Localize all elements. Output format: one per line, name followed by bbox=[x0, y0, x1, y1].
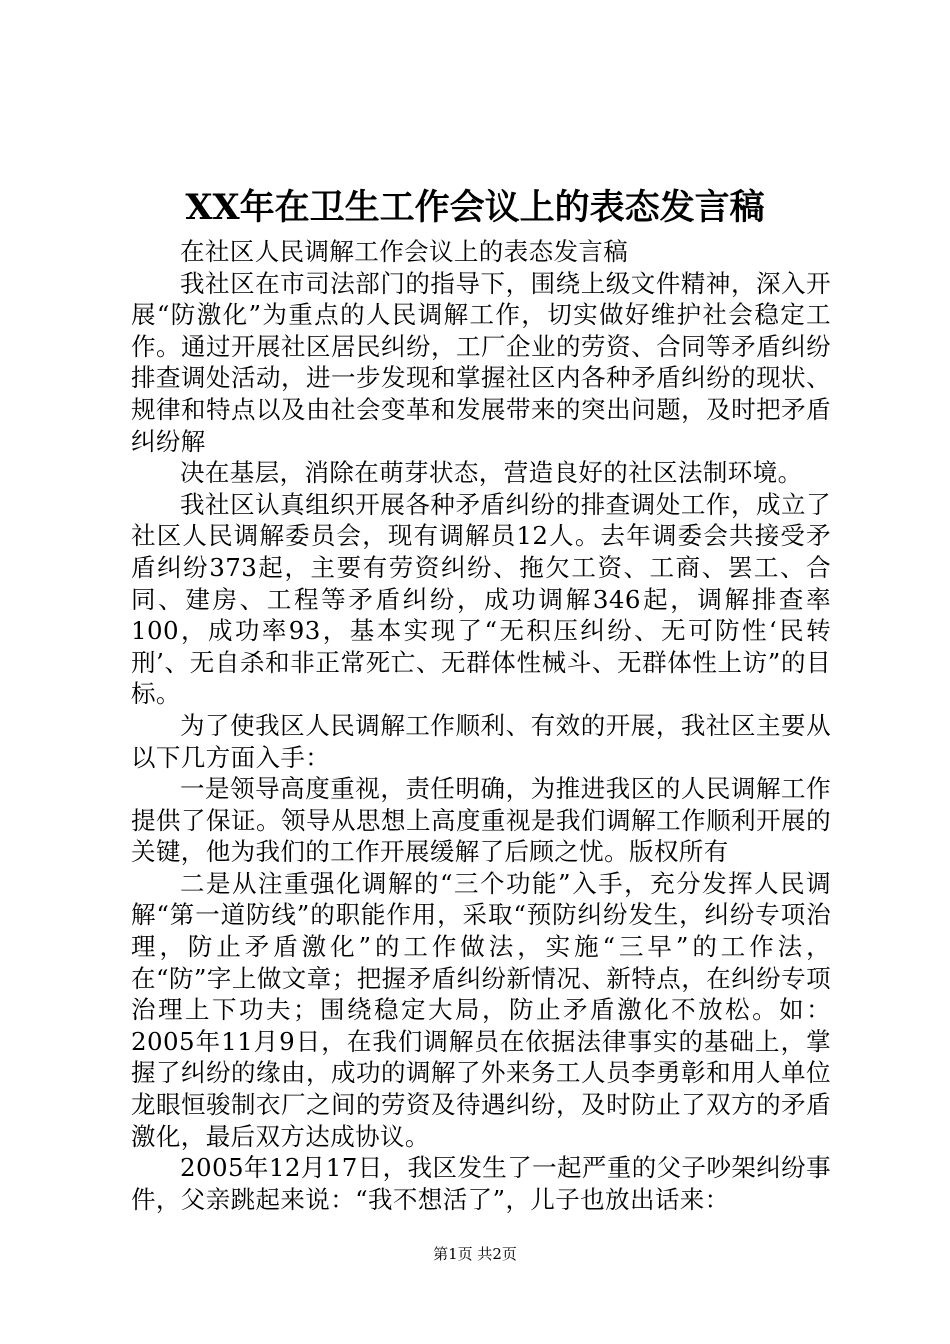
paragraph-statistics: 我社区认真组织开展各种矛盾纠纷的排查调处工作，成立了社区人民调解委员会，现有调解员12人。去年调委会共接受矛盾纠纷373起，主要有劳资纠纷、拖欠工资、工商、罢工、合同、建房、工程等矛盾纠纷，成功调解346起，调解排查率100，成功率93，基本实现了“无积压纠纷、无可防性‘民转刑’、无自杀和非正常死亡、无群体性械斗、无群体性上访”的目标。 bbox=[131, 489, 831, 709]
paragraph-point-one: 一是领导高度重视，责任明确，为推进我区的人民调解工作提供了保证。领导从思想上高度重视是我们调解工作顺利开展的关键，他为我们的工作开展缓解了后顾之忧。版权所有 bbox=[131, 774, 831, 867]
document-title: XX年在卫生工作会议上的表态发言稿 bbox=[185, 187, 765, 228]
paragraph-approach: 为了使我区人民调解工作顺利、有效的开展，我社区主要从以下几方面入手： bbox=[131, 710, 831, 772]
paragraph-subtitle: 在社区人民调解工作会议上的表态发言稿 bbox=[180, 237, 629, 266]
paragraph-point-two: 二是从注重强化调解的“三个功能”入手，充分发挥人民调解“第一道防线”的职能作用，采取“预防纠纷发生，纠纷专项治理，防止矛盾激化”的工作做法，实施“三早”的工作法，在“防”字上做文章；把握矛盾纠纷新情况、新特点，在纠纷专项治理上下功夫；围绕稳定大局，防止矛盾激化不放松。如：2005年11月9日，在我们调解员在依据法律事实的基础上，掌握了纠纷的缘由，成功的调解了外来务工人员李勇彰和用人单位龙眼恒骏制衣厂之间的劳资及待遇纠纷，及时防止了双方的矛盾激化，最后双方达成协议。 bbox=[131, 868, 831, 1151]
paragraph-case: 2005年12月17日，我区发生了一起严重的父子吵架纠纷事件，父亲跳起来说：“我不想活了”，儿子也放出话来： bbox=[131, 1153, 831, 1214]
paragraph-intro: 我社区在市司法部门的指导下，围绕上级文件精神，深入开展“防激化”为重点的人民调解工作，切实做好维护社会稳定工作。通过开展社区居民纠纷，工厂企业的劳资、合同等矛盾纠纷排查调处活动，进一步发现和掌握社区内各种矛盾纠纷的现状、规律和特点以及由社会变革和发展带来的突出问题，及时把矛盾纠纷解 bbox=[131, 268, 831, 456]
document-body bbox=[131, 236, 831, 1215]
page-footer: 第1页 共2页 bbox=[433, 1245, 517, 1263]
paragraph-intro-cont: 决在基层，消除在萌芽状态，营造良好的社区法制环境。 bbox=[180, 458, 803, 488]
